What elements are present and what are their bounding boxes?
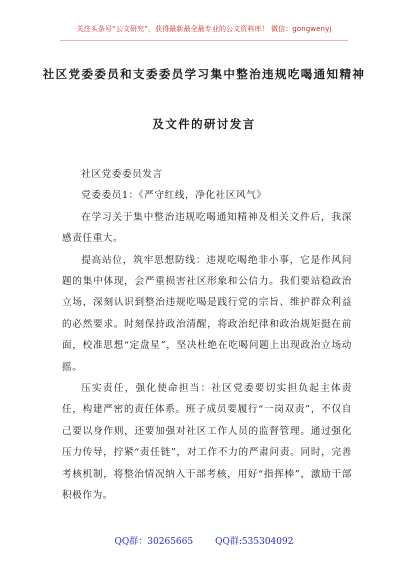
section-heading: 社区党委委员发言 (81, 169, 163, 180)
header-banner: 关注头条号“公文研究”，获得最新最全最专业的公文资料库！ 微信：gongwenyj (76, 25, 332, 33)
footer-qq-group-2: QQ群:535304092 (215, 537, 294, 547)
footer-qq-group-1: QQ群：30265665 (114, 537, 194, 547)
document-body (62, 164, 352, 507)
document-title-line-1: 社区党委委员和支委委员学习集中整治违规吃喝通知精神 (42, 67, 366, 81)
header-divider (60, 40, 348, 41)
body-paragraph: 在学习关于集中整治违规吃喝通知精神及相关文件后，我深感责任重大。 (62, 211, 352, 245)
document-title-line-2: 及文件的研讨发言 (152, 117, 256, 131)
body-paragraph: 提高站位，筑牢思想防线：违规吃喝绝非小事，它是作风问题的集中体现，会严重损害社区形象和公信力。我们要站稳政治立场，深刻认识到整治违规吃喝是践行党的宗旨、维护群众利益的必然要求。时刻保持政治清醒，将政治纪律和政治规矩挺在前面，校准思想“定盘星”，坚决杜绝在吃喝问题上出现政治立场动摇。 (62, 254, 352, 373)
body-paragraph: 压实责任，强化使命担当：社区党委要切实担负起主体责任，构建严密的责任体系。班子成员要履行“一岗双责”，不仅自己要以身作则，还要加强对社区工作人员的监督管理。通过强化压力传导，拧紧“责任链”，对工作不力的严肃问责。同时，完善考核机制，将整治情况纳入干部考核，用好“指挥棒”，激励干部积极作为。 (62, 383, 352, 502)
speaker-heading: 党委委员1：《严守红线，净化社区风气》 (81, 190, 267, 202)
footer-contact (0, 534, 408, 547)
